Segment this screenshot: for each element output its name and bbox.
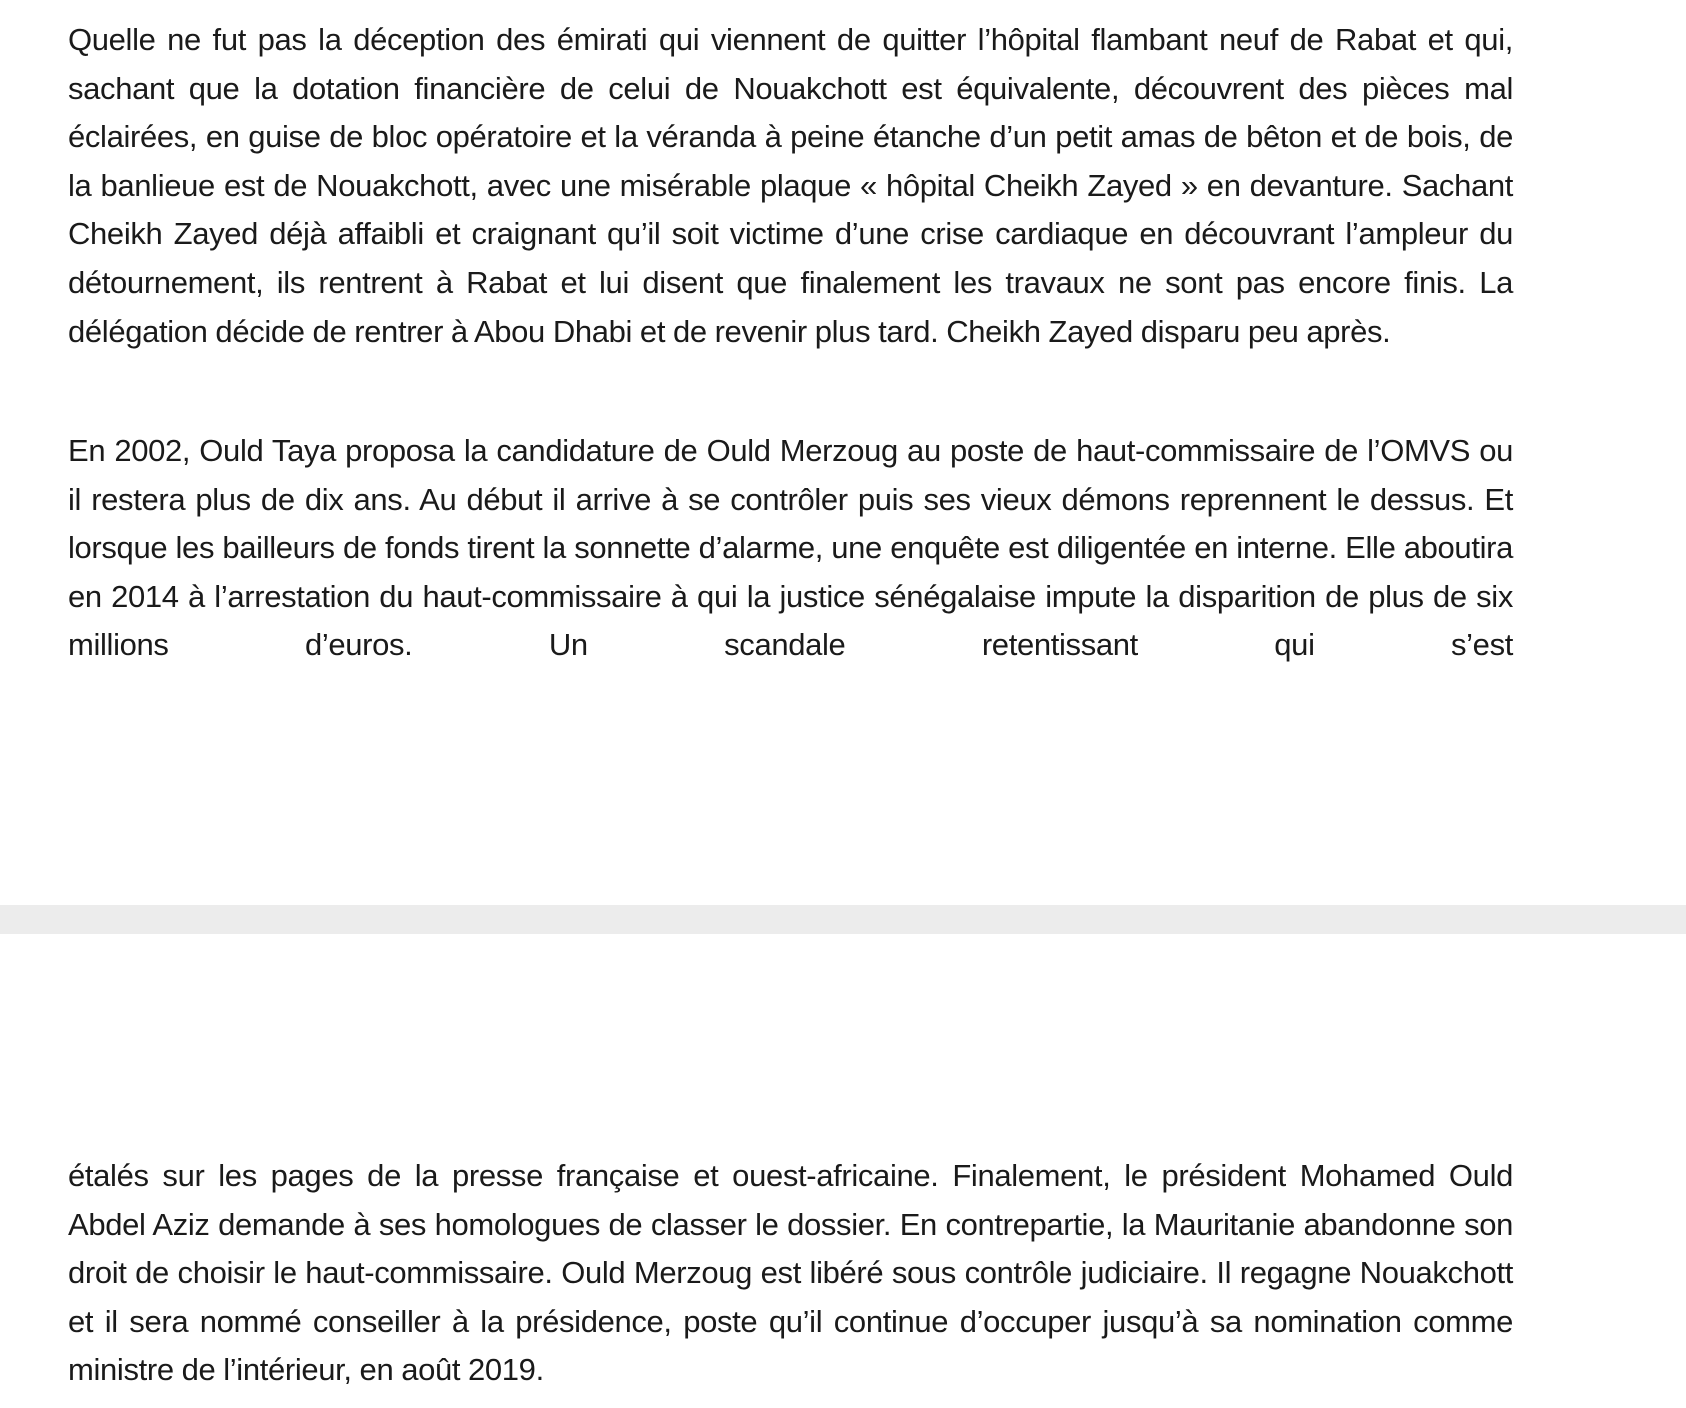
paragraph-omvs-merzoug: En 2002, Ould Taya proposa la candidature de Ould Merzoug au poste de haut-commissaire de l’OMVS ou il restera plus de dix ans. Au début il arrive à se contrôler puis ses vieux démons reprennent le dessus. Et lorsque les bailleurs de fonds tirent la sonnette d’alarme, une enquête est diligentée en interne. Elle aboutira en 2014 à l’arrestation du haut-commissaire à qui la justice sénégalaise impute la disparition de plus de six millions d’euros. Un scandale retentissant qui s’est xyxy=(68,433,1513,663)
page-separator xyxy=(0,905,1686,934)
paragraph-scandal-continuation: étalés sur les pages de la presse française et ouest-africaine. Finalement, le président Mohamed Ould Abdel Aziz demande à ses homologues de classer le dossier. En contrepartie, la Mauritanie abandonne son droit de choisir le haut-commissaire. Ould Merzoug est libéré sous contrôle judiciaire. Il regagne Nouakchott et il sera nommé conseiller à la présidence, poste qu’il continue d’occuper jusqu’à sa nomination comme ministre de l’intérieur, en août 2019. xyxy=(68,1158,1513,1388)
document-page-bottom xyxy=(0,934,1686,1408)
paragraph-hospital-zayed: Quelle ne fut pas la déception des émirati qui viennent de quitter l’hôpital flambant neuf de Rabat et qui, sachant que la dotation financière de celui de Nouakchott est équivalente, découvrent des pièces mal éclairées, en guise de bloc opératoire et la véranda à peine étanche d’un petit amas de bêton et de bois, de la banlieue est de Nouakchott, avec une misérable plaque « hôpital Cheikh Zayed » en devanture. Sachant Cheikh Zayed déjà affaibli et craignant qu’il soit victime d’une crise cardiaque en découvrant l’ampleur du détournement, ils rentrent à Rabat et lui disent que finalement les travaux ne sont pas encore finis. La délégation décide de rentrer à Abou Dhabi et de revenir plus tard. Cheikh Zayed disparu peu après. xyxy=(68,22,1513,349)
